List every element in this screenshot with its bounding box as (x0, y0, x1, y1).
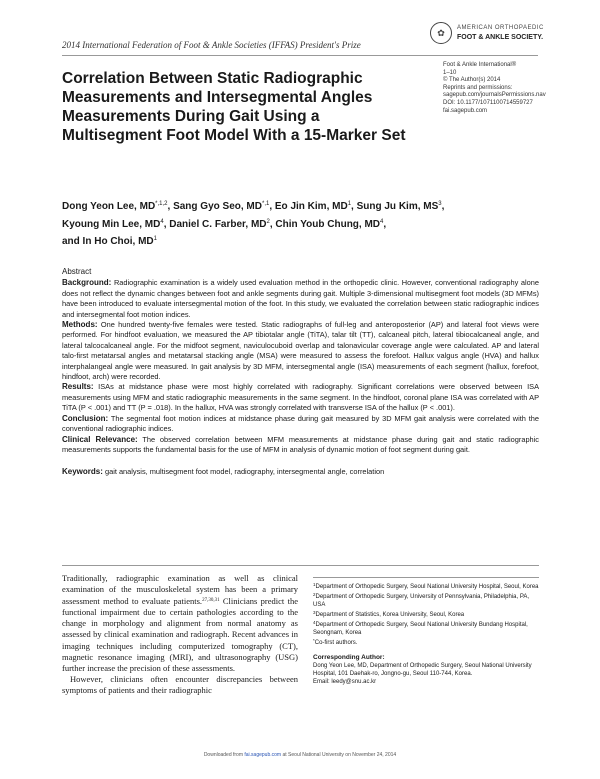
conclusion-label: Conclusion: (62, 413, 109, 423)
keywords-label: Keywords: (62, 467, 103, 477)
clinical-text: The observed correlation between MFM measurements at midstance phase during gait and static radiographic measurements supports the fundamental basis for the use of MFM in analysis of dynamic motion of foot segment during gait. (62, 434, 540, 454)
affiliation-text: Department of Orthopedic Surgery, Seoul National University Hospital, Seoul, Korea (315, 584, 539, 590)
author-name: Sang Gyo Seo, MD (173, 201, 262, 212)
author-separator: , (441, 201, 445, 212)
body-paragraph-1 (62, 573, 298, 674)
affiliation-text: Department of Orthopedic Surgery, University of Pennsylvania, Philadelphia, PA, USA (313, 594, 530, 608)
affiliation-text: Co-first authors. (314, 640, 358, 646)
running-title: 2014 International Federation of Foot & Ankle Societies (IFFAS) President's Prize (62, 40, 361, 50)
methods-label: Methods: (62, 320, 98, 330)
citation[interactable]: 27,30,31 (202, 598, 220, 604)
author-separator: , (167, 201, 174, 212)
journal-reprints: Reprints and permissions: (443, 84, 513, 91)
affiliation-item (313, 619, 539, 637)
affiliation-marker: 1 (313, 582, 316, 587)
clinical-label: Clinical Relevance: (62, 434, 138, 444)
author-separator: , (269, 218, 276, 230)
author-separator: , (351, 201, 357, 212)
author-name: Chin Youb Chung, MD (275, 218, 381, 230)
author-affiliation-marker: *,1 (261, 201, 270, 207)
society-logo-icon: ✿ (430, 22, 452, 44)
abstract-background (62, 278, 539, 320)
corresponding-heading: Corresponding Author: (313, 654, 385, 661)
body-paragraph-2: However, clinicians often encounter discrepancies between symptoms of patients and their radiographic (62, 673, 298, 695)
abstract-clinical-relevance (62, 435, 539, 456)
abstract-methods (62, 320, 539, 382)
affiliation-divider (313, 577, 539, 578)
header-divider (62, 55, 538, 56)
body-text-column (62, 573, 298, 696)
corresponding-email[interactable]: Email: leedy@snu.ac.kr (313, 679, 377, 685)
author-affiliation-marker: 4 (380, 218, 384, 225)
affiliation-text: Department of Orthopedic Surgery, Seoul National University Bundang Hospital, Seongnam, Korea (313, 622, 528, 636)
affiliation-marker: 2 (313, 592, 316, 597)
corresponding-text: Dong Yeon Lee, MD, Department of Orthopedic Surgery, Seoul National University Hospital, 101 Daehak-ro, Jongno-gu, Seoul 110-744, Korea. (313, 663, 532, 677)
body-p1-part-b: Clinicians predict the functional impairment due to certain pathologies according to the change in morphology and alignment from normal anatomy as assessed by clinical examination and radiograph. Recent advances in imaging techniques including computerized tomography (CT), magnetic resonance imaging (MRI), and ultrasonography (USG) further increase the precision of these assessments. (62, 596, 298, 673)
background-label: Background: (62, 278, 112, 288)
affiliation-item (313, 609, 539, 619)
abstract-section (62, 267, 539, 478)
keywords (62, 467, 539, 477)
footer-prefix: Downloaded from (203, 752, 245, 758)
logo-line-2: FOOT & ANKLE SOCIETY. (457, 34, 544, 41)
author-affiliation-marker: 2 (266, 218, 270, 225)
journal-copyright: © The Author(s) 2014 (443, 77, 501, 84)
affiliation-item (313, 581, 539, 591)
author-separator: , (383, 218, 387, 230)
methods-text: One hundred twenty-five females were tested. Static radiographs of full-leg and anteroposterior (AP) and lateral foot views were performed. For hindfoot evaluation, we measured the AP tibiotalar angle (TiTA), talar tilt (TT), calcaneal pitch, lateral tibiocalcaneal angle, and lateral talcocalcaneal angle. For the midfoot segment, naviculocuboid overlap and talonavicular coverage angle were calculated. AP and lateral talo-first metatarsal angles and metatarsal stacking angle (MSA) were measured to assess the forefoot. Hallux valgus angle (HVA) and hallux interphalangeal angle were measured. In gait analysis by 3D MFM, intersegmental angle (ISA) measurements of each segment (hallux, forefoot, hindfoot, arch) were recorded. (62, 320, 540, 382)
society-logo (430, 22, 544, 44)
conclusion-text: The segmental foot motion indices at midstance phase during gait measured by 3D MFM gait analysis were correlated with the conventional radiographic indices. (62, 413, 540, 434)
author-affiliation-marker: 1 (153, 236, 157, 242)
author-affiliation-marker: *,1,2 (155, 201, 168, 207)
journal-site[interactable]: fai.sagepub.com (443, 107, 488, 114)
article-title: Correlation Between Static Radiographic Measurements and Intersegmental Angles Measurements During Gait Using a Multisegment Foot Model With a 15-Marker Set (62, 70, 406, 144)
author-affiliation-marker: 1 (347, 201, 352, 207)
journal-info (443, 62, 583, 115)
author-name: and In Ho Choi, MD (62, 236, 154, 247)
journal-doi[interactable]: DOI: 10.1177/1071100714559727 (443, 99, 533, 106)
affiliation-marker: * (313, 638, 315, 643)
journal-pages: 1–10 (443, 69, 457, 76)
keywords-text: gait analysis, multisegment foot model, radiography, intersegmental angle, correlation (104, 467, 385, 477)
body-p1-part-a: Traditionally, radiographic examination as well as clinical examination of the musculoskeletal system has been a primary assessment method to evaluate patients. (62, 573, 298, 607)
footer-link[interactable]: fai.sagepub.com (244, 752, 282, 758)
author-affiliation-marker: 4 (160, 218, 164, 225)
affiliation-text: Department of Statistics, Korea University, Seoul, Korea (315, 612, 465, 618)
abstract-results (62, 382, 539, 413)
results-text: ISAs at midstance phase were most highly correlated with radiography. Significant correlations were observed between ISA measurements using MFM and static radiographic measurements in the same segment. In the hindfoot, coronal plane ISA was correlated with AP TiTA (P < .001) and TT (P = .018). In the hallux, HVA was strongly correlated with transverse ISA of the hallux (P < .001). (62, 382, 539, 413)
journal-reprints-url[interactable]: sagepub.com/journalsPermissions.nav (443, 92, 546, 99)
abstract-heading: Abstract (62, 267, 92, 276)
author-affiliation-marker: 3 (438, 201, 442, 207)
author-name: Kyoung Min Lee, MD (62, 218, 161, 230)
author-list (62, 197, 532, 250)
footer-suffix: at Seoul National University on November 24, 2014 (281, 752, 397, 758)
affiliations-column (313, 577, 539, 686)
author-name: Daniel C. Farber, MD (169, 218, 267, 230)
author-name: Dong Yeon Lee, MD (62, 201, 156, 212)
author-name: Eo Jin Kim, MD (274, 201, 348, 212)
abstract-divider (62, 565, 539, 566)
affiliation-marker: 4 (313, 620, 316, 625)
affiliation-item (313, 637, 539, 647)
affiliation-marker: 3 (313, 610, 316, 615)
affiliation-item (313, 591, 539, 609)
author-name: Sung Ju Kim, MS (356, 201, 439, 212)
affiliation-list (313, 581, 539, 647)
background-text: Radiographic examination is a widely used evaluation method in the orthopedic clinic. However, conventional radiography alone does not reflect the dynamic changes between foot and ankle segments during gait. Multiple 3-dimensional multisegment foot models (3D MFMs) have been introduced to evaluate intersegmental motion of the foot. In this study, we evaluated the correlation between static radiographic indices and intersegmental foot motion indices. (62, 278, 539, 319)
download-footer (0, 752, 600, 758)
journal-name: Foot & Ankle International® (443, 62, 517, 68)
results-label: Results: (62, 382, 94, 392)
author-separator: , (163, 218, 170, 230)
author-separator: , (269, 201, 275, 212)
abstract-conclusion (62, 414, 539, 435)
logo-line-1: AMERICAN ORTHOPAEDIC (457, 25, 544, 31)
